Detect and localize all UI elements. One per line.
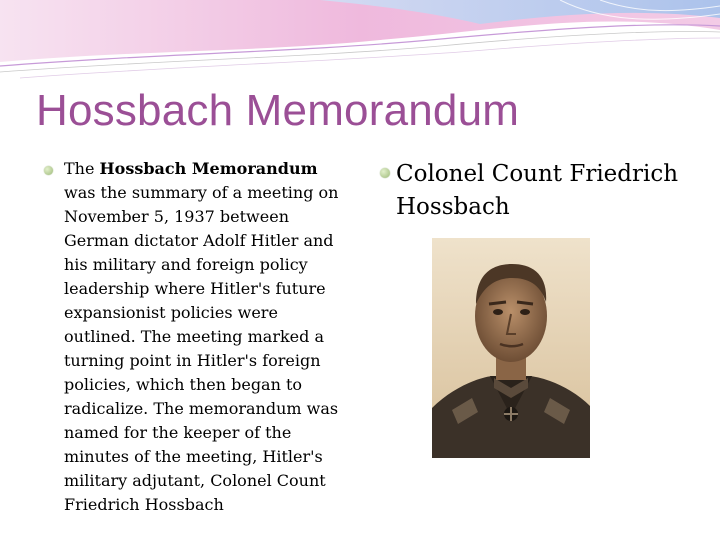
bullet-icon [44,166,53,175]
left-bullet-text [64,157,350,517]
decorative-banner [0,0,720,90]
portrait-photo-icon [432,238,590,458]
left-bullet-bold: Hossbach Memorandum [99,159,318,178]
left-bullet-prefix: The [64,159,100,178]
slide-title: Hossbach Memorandum [36,86,520,135]
right-bullet-text: Colonel Count Friedrich Hossbach [396,161,679,220]
left-bullet-body: was the summary of a meeting on November 5, 1937 between German dictator Adolf Hitler and his military and foreign policy leadership where Hitler's future expansionist policies were outlined. The meeting marked a turning point in Hitler's foreign policies, which then began to radicalize. The memorandum was named for the keeper of the minutes of the meeting, Hitler's military adjutant, Colonel Count Friedrich Hossbach [64,183,339,514]
portrait-photo [432,238,590,458]
bullet-icon [380,168,390,178]
